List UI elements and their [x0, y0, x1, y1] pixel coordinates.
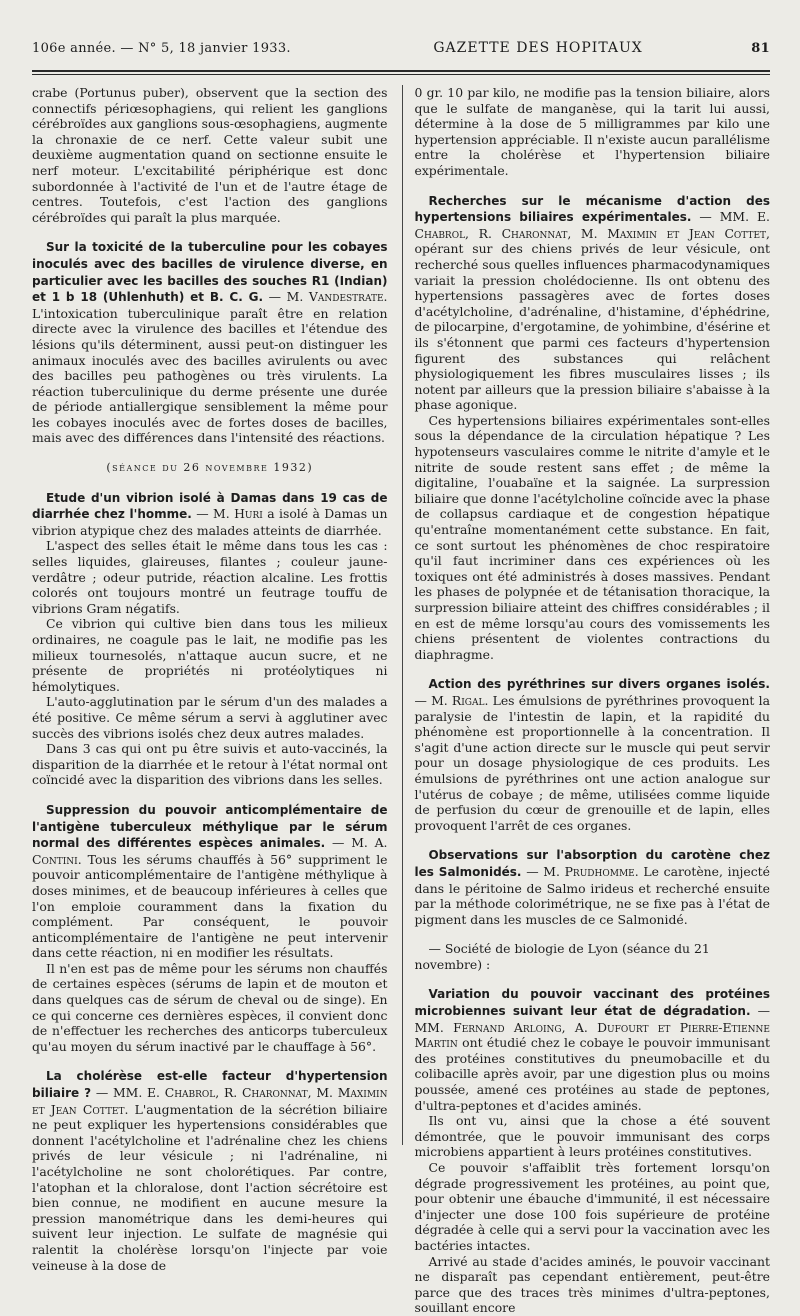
- issue-line: 106e année. — N° 5, 18 janvier 1933.: [32, 41, 291, 56]
- article-title: Suppression du pouvoir anticomplémentaire de l'antigène tuberculeux méthylique par le sérum normal des différentes espèces animales.: [32, 802, 388, 851]
- article-author: MM. E. Chabrol, R. Charonnat, M. Maximin et Jean Cottet,: [414, 209, 770, 241]
- article-title: Etude d'un vibrion isolé à Damas dans 19 cas de diarrhée chez l'homme.: [32, 490, 388, 522]
- article-hypertensions: Recherches sur le mécanisme d'action des hypertensions biliaires expérimentales. — MM. E. Chabrol, R. Charonnat, M. Maximin et Jean Cottet, opérant sur des chiens privés de leur vésicule, ont recherché sous quelles influences pharmacodynamiques variait la pression cholédocienne. Ils ont obtenu des hypertensions passagères avec de fortes doses d'acétylcholine, d'adrénaline, d'histamine, d'éphédrine, de pilocarpine, d'ergotamine, de yohimbine, d'ésérine et ils s'étonnent que parmi ces facteurs d'hypertension figurent des substances qui relâchent physiologiquement les fibres musculaires lisses ; ils notent par ailleurs que la pression biliaire s'abaisse à la phase agonique. Ces hypertensions biliaires expérimentales sont-elles sous la dépendance de la circulation hépatique ? Les hypotenseurs vasculaires comme le nitrite d'amyle et le nitrite de soude restent sans effet ; de même la digitaline, l'ouabaïne et la saignée. La surpression biliaire que donne l'acétylcholine coïncide avec la phase de collapsus cardiaque et de congestion hépatique qu'entraîne momentanément cette substance. En fait, ce sont surtout les phénomènes de choc respiratoire qu'il faut incriminer dans ces expériences où les toxiques ont été administrés à doses massives. Pendant les phases de polypnée et de tétanisation thoracique, la surpression biliaire atteint des chiffres considérables ; il en est de même lorsqu'au cours des vomissements les chiens présentent de violentes contractions du diaphragme.: [414, 193, 770, 662]
- article-text: a isolé à Damas un vibrion atypique chez des malades atteints de diarrhée.: [32, 506, 388, 538]
- right-column: [414, 85, 770, 1316]
- article-author: M. Huri: [213, 506, 263, 522]
- article-text: L'augmentation de la sécrétion biliaire ne peut expliquer les hypertensions considérables que donnent l'acétylcholine et l'adrénaline chez les chiens privés de leur vésicule ; ni l'adrénaline, ni l'acétylcholine ne sont cholorétiques. Par contre, l'atophan et la chloralose, dont l'action sécrétoire est bien connue, ne modifient en aucune mesure la pression manométrique dans les demi-heures qui suivent leur injection. Le sulfate de magnésie qui ralentit la cholérèse lorsqu'on l'injecte par voie veineuse à la dose de: [32, 1101, 388, 1273]
- article-author: M. Rigal.: [431, 692, 489, 708]
- article-text: L'intoxication tuberculinique paraît être en relation directe avec la virulence des bacilles et l'étendue des lésions qu'ils déterminent, aussi peut-on distinguer les animaux inoculés avec des bacilles avirulents ou avec des bacilles peu pathogènes ou très virulents. La réaction tuberculinique du derme présente une durée de période antiallergique sensiblement la même pour les cobayes inoculés avec de fortes doses de bacilles, mais avec des différences dans l'intensité des réactions.: [32, 305, 388, 446]
- paragraph: Dans 3 cas qui ont pu être suivis et auto-vaccinés, la disparition de la diarrhée et le retour à l'état normal ont coïncidé avec la disparition des vibrions dans les selles.: [32, 741, 388, 788]
- article-tuberculine: Sur la toxicité de la tuberculine pour les cobayes inoculés avec des bacilles de virulence diverse, en particulier avec les bacilles des souches R1 (Indian) et 1 b 18 (Uhlenhuth) et B. C. G. — M. Vandestrate. L'intoxication tuberculinique paraît être en relation directe avec la virulence des bacilles et l'étendue des lésions qu'ils déterminent, aussi peut-on distinguer les animaux inoculés avec des bacilles avirulents ou avec des bacilles peu pathogènes ou très virulents. La réaction tuberculinique du derme présente une durée de période antiallergique sensiblement la même pour les cobayes inoculés avec de fortes doses de bacilles, mais avec des différences dans l'intensité des réactions.: [32, 240, 388, 446]
- article-anticomplementaire: Suppression du pouvoir anticomplémentaire de l'antigène tuberculeux méthylique par le sérum normal des différentes espèces animales. — M. A. Contini. Tous les sérums chauffés à 56° suppriment le pouvoir anticomplémentaire de l'antigène méthylique à doses minimes, et de beaucoup inférieures à celles que l'on emploie couramment dans la fixation du complément. Par conséquent, le pouvoir anticomplémentaire de l'antigène ne peut intervenir dans cette réaction, ni en modifier les résultats. Il n'en est pas de même pour les sérums non chauffés de certaines espèces (sérums de lapin et de mouton et dans quelques cas de sérum de cheval ou de singe). En ce qui concerne ces dernières espèces, il convient donc de n'effectuer les recherches des anticorps tuberculeux qu'au moyen du sérum inactivé par le chauffage à 56°.: [32, 802, 388, 1054]
- article-text: Les émulsions de pyréthrines provoquent la paralysie de l'intestin de lapin, et la rapidité du phénomène est proportionnelle à la concentration. Il s'agit d'une action directe sur le muscle qui peut servir pour un dosage physiologique de ces produits. Les émulsions de pyréthrines ont une action analogue sur l'utérus de cobaye ; de même, utilisées comme liquide de perfusion du cœur de grenouille et de lapin, elles provoquent l'arrêt de ces organes.: [414, 692, 770, 833]
- article-title: La cholérèse est-elle facteur d'hypertension biliaire ?: [32, 1069, 388, 1101]
- article-carotene: Observations sur l'absorption du carotène chez les Salmonidés. — M. Prudhomme. Le carotène, injecté dans le péritoine de Salmo irideus et recherché ensuite par la méthode colorimétrique, ne se fixe pas à l'état de pigment dans les muscles de ce Salmonidé.: [414, 848, 770, 927]
- paragraph: Ce vibrion qui cultive bien dans tous les milieux ordinaires, ne coagule pas le lait, ne modifie pas les milieux tournesolés, n'attaque aucun sucre, et ne présente de propriétés ni protéolytiques ni hémolytiques.: [32, 616, 388, 694]
- paragraph: L'aspect des selles était le même dans tous les cas : selles liquides, glaireuses, filantes ; couleur jaune-verdâtre ; odeur putride, réaction alcaline. Les frottis colorés ont toujours montré un feutrage touffu de vibrions Gram négatifs.: [32, 538, 388, 616]
- article-author: MM. Fernand Arloing, A. Dufourt et Pierre-Etienne Martin: [414, 1019, 770, 1051]
- article-vibrion: Etude d'un vibrion isolé à Damas dans 19 cas de diarrhée chez l'homme. — M. Huri a isolé à Damas un vibrion atypique chez des malades atteints de diarrhée. L'aspect des selles était le même dans tous les cas : selles liquides, glaireuses, filantes ; couleur jaune-verdâtre ; odeur putride, réaction alcaline. Les frottis colorés ont toujours montré un feutrage touffu de vibrions Gram négatifs. Ce vibrion qui cultive bien dans tous les milieux ordinaires, ne coagule pas le lait, ne modifie pas les milieux tournesolés, n'attaque aucun sucre, et ne présente de propriétés ni protéolytiques ni hémolytiques. L'auto-agglutination par le sérum d'un des malades a été positive. Ce même sérum a servi à agglutiner avec succès des vibrions isolés chez deux autres malades. Dans 3 cas qui ont pu être suivis et auto-vaccinés, la disparition de la diarrhée et le retour à l'état normal ont coïncidé avec la disparition des vibrions dans les selles.: [32, 490, 388, 788]
- page-number: 81: [751, 41, 770, 56]
- article-text: ont étudié chez le cobaye le pouvoir immunisant des protéines constitutives du pneumobacille et du colibacille après avoir, par une digestion plus ou moins poussée, amené ces protéines au stade de peptones, d'ultra-peptones et d'acides aminés.: [414, 1035, 770, 1113]
- left-column: [32, 85, 388, 1273]
- paragraph: Ils ont vu, ainsi que la chose a été souvent démontrée, que le pouvoir immunisant des corps microbiens appartient à leurs protéines constitutives.: [414, 1113, 770, 1160]
- article-pyrethrines: Action des pyréthrines sur divers organes isolés. — M. Rigal. Les émulsions de pyréthrines provoquent la paralysie de l'intestin de lapin, et la rapidité du phénomène est proportionnelle à la concentration. Il s'agit d'une action directe sur le muscle qui peut servir pour un dosage physiologique de ces produits. Les émulsions de pyréthrines ont une action analogue sur l'utérus de cobaye ; de même, utilisées comme liquide de perfusion du cœur de grenouille et de lapin, elles provoquent l'arrêt de ces organes.: [414, 677, 770, 833]
- article-author: MM. E. Chabrol, R. Charonnat, M. Maximin et Jean Cottet.: [32, 1085, 388, 1117]
- continued-paragraph: crabe (Portunus puber), observent que la section des connectifs périœsophagiens, qui relient les ganglions cérébroïdes aux ganglions sous-œsophagiens, augmente la chronaxie de ce nerf. Cette valeur subit une deuxième augmentation quand on sectionne ensuite le nerf moteur. L'excitabilité périphérique est donc subordonnée à l'activité de l'un et de l'autre étage de centres. Toutefois, c'est l'action des ganglions cérébroïdes qui paraît la plus marquée.: [32, 85, 388, 225]
- article-author: M. A. Contini.: [32, 835, 388, 867]
- article-author: M. Vandestrate.: [286, 289, 388, 305]
- article-title: Variation du pouvoir vaccinant des protéines microbiennes suivant leur état de dégradation.: [414, 987, 770, 1019]
- continued-paragraph: 0 gr. 10 par kilo, ne modifie pas la tension biliaire, alors que le sulfate de manganèse, qui la tarit lui aussi, détermine à la dose de 5 milligrammes par kilo une hypertension appréciable. Il n'existe aucun parallélisme entre la cholérèse et l'hypertension biliaire expérimentale.: [414, 85, 770, 178]
- running-header: [32, 40, 770, 62]
- article-cholerese: La cholérèse est-elle facteur d'hypertension biliaire ? — MM. E. Chabrol, R. Charonnat, M. Maximin et Jean Cottet. L'augmentation de la sécrétion biliaire ne peut expliquer les hypertensions considérables que donnent l'acétylcholine et l'adrénaline chez les chiens privés de leur vésicule ; ni l'adrénaline, ni l'acétylcholine ne sont cholorétiques. Par contre, l'atophan et la chloralose, dont l'action sécrétoire est bien connue, ne modifient en aucune mesure la pression manométrique dans les demi-heures qui suivent leur injection. Le sulfate de magnésie qui ralentit la cholérèse lorsqu'on l'injecte par voie veineuse à la dose de: [32, 1069, 388, 1273]
- article-text: opérant sur des chiens privés de leur vésicule, ont recherché sous quelles influences pharmacodynamiques variait la pression cholédocienne. Ils ont obtenu des hypertensions passagères avec de fortes doses d'acétylcholine, d'adrénaline, d'histamine, d'éphédrine, de pilocarpine, d'ergotamine, de yohimbine, d'ésérine et ils s'étonnent que parmi ces facteurs d'hypertension figurent des substances qui relâchent physiologiquement les fibres musculaires lisses ; ils notent par ailleurs que la pression biliaire s'abaisse à la phase agonique.: [414, 241, 770, 413]
- article-pouvoir-vaccinant: Variation du pouvoir vaccinant des protéines microbiennes suivant leur état de dégradation. — MM. Fernand Arloing, A. Dufourt et Pierre-Etienne Martin ont étudié chez le cobaye le pouvoir immunisant des protéines constitutives du pneumobacille et du colibacille après avoir, par une digestion plus ou moins poussée, amené ces protéines au stade de peptones, d'ultra-peptones et d'acides aminés. Ils ont vu, ainsi que la chose a été souvent démontrée, que le pouvoir immunisant des corps microbiens appartient à leurs protéines constitutives. Ce pouvoir s'affaiblit très fortement lorsqu'on dégrade progressivement les protéines, au point que, pour obtenir une ébauche d'immunité, il est nécessaire d'injecter une dose 100 fois supérieure de protéine dégradée à celle qui a servi pour la vaccination avec les bactéries intactes. Arrivé au stade d'acides aminés, le pouvoir vaccinant ne disparaît pas cependant entièrement, peut-être parce que des traces très minimes d'ultra-peptones, souillant encore: [414, 987, 770, 1316]
- article-author: M. Prudhomme.: [543, 863, 639, 879]
- article-title: Sur la toxicité de la tuberculine pour les cobayes inoculés avec des bacilles de virulence diverse, en particulier avec les bacilles des souches R1 (Indian) et 1 b 18 (Uhlenhuth) et B. C. G.: [32, 240, 388, 305]
- header-rule: [32, 70, 770, 72]
- paragraph: Ce pouvoir s'affaiblit très fortement lorsqu'on dégrade progressivement les protéines, au point que, pour obtenir une ébauche d'immunité, il est nécessaire d'injecter une dose 100 fois supérieure de protéine dégradée à celle qui a servi pour la vaccination avec les bactéries intactes.: [414, 1160, 770, 1253]
- column-divider: [402, 85, 403, 1145]
- article-title: Observations sur l'absorption du carotène chez les Salmonidés.: [414, 848, 770, 879]
- two-column-body: [32, 85, 770, 1316]
- paragraph: Il n'en est pas de même pour les sérums non chauffés de certaines espèces (sérums de lapin et de mouton et dans quelques cas de sérum de cheval ou de singe). En ce qui concerne ces dernières espèces, il convient donc de n'effectuer les recherches des anticorps tuberculeux qu'au moyen du sérum inactivé par le chauffage à 56°.: [32, 960, 388, 1054]
- article-text: Le carotène, injecté dans le péritoine de Salmo irideus et recherché ensuite par la méthode colorimétrique, ne se fixe pas à l'état de pigment dans les muscles de ce Salmonidé.: [414, 863, 770, 927]
- session-date: (séance du 26 novembre 1932): [106, 461, 314, 475]
- paragraph: L'auto-agglutination par le sérum d'un des malades a été positive. Ce même sérum a servi à agglutiner avec succès des vibrions isolés chez deux autres malades.: [32, 694, 388, 741]
- article-title: Recherches sur le mécanisme d'action des hypertensions biliaires expérimentales.: [414, 193, 770, 225]
- paragraph: Ces hypertensions biliaires expérimentales sont-elles sous la dépendance de la circulation hépatique ? Les hypotenseurs vasculaires comme le nitrite d'amyle et le nitrite de soude restent sans effet ; de même la digitaline, l'ouabaïne et la saignée. La surpression biliaire que donne l'acétylcholine coïncide avec la phase de collapsus cardiaque et de congestion hépatique qu'entraîne momentanément cette substance. En fait, ce sont surtout les phénomènes de choc respiratoire qu'il faut incriminer dans ces expériences où les toxiques ont été administrés à doses massives. Pendant les phases de polypnée et de tétanisation thoracique, la surpression biliaire atteint des chiffres considérables ; il en est de même lorsqu'au cours des vomissements les chiens présentent de violentes contractions du diaphragme.: [414, 412, 770, 662]
- article-text: Tous les sérums chauffés à 56° suppriment le pouvoir anticomplémentaire de l'antigène méthylique à doses minimes, et de beaucoup inférieures à celles que l'on emploie couramment dans la fixation du complément. Par conséquent, le pouvoir anticomplémentaire de l'antigène ne peut intervenir dans cette réaction, ni en modifier les résultats.: [32, 851, 388, 961]
- article-title: Action des pyréthrines sur divers organes isolés.: [428, 677, 770, 692]
- paragraph: Arrivé au stade d'acides aminés, le pouvoir vaccinant ne disparaît pas cependant entièrement, peut-être parce que des traces très minimes d'ultra-peptones, souillant encore: [414, 1253, 770, 1316]
- journal-title: GAZETTE DES HOPITAUX: [433, 40, 643, 56]
- society-heading: — Société de biologie de Lyon (séance du 21 novembre) :: [414, 941, 710, 972]
- header-rule-thin: [32, 74, 770, 75]
